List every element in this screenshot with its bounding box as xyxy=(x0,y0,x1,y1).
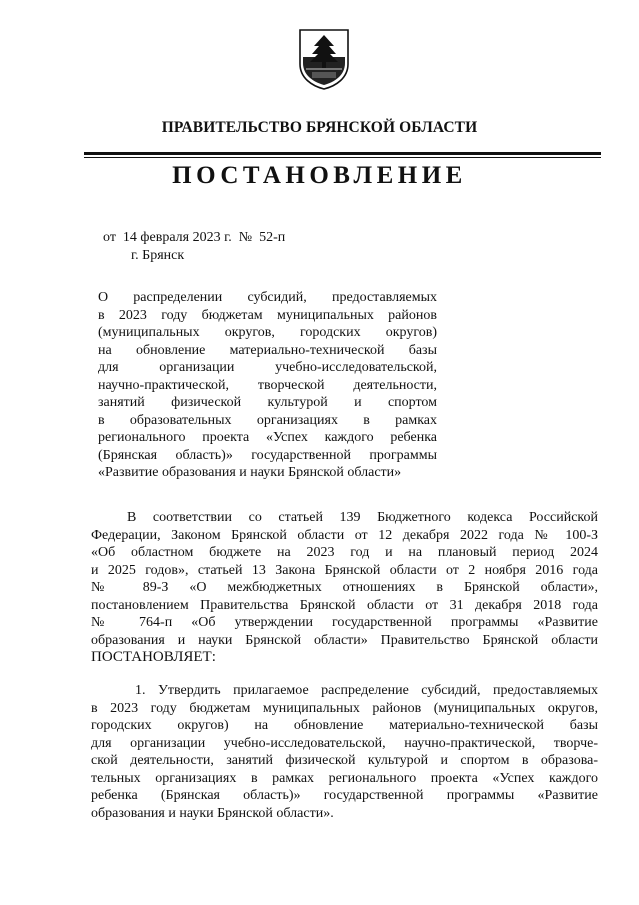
header-rule-thin xyxy=(84,157,601,158)
city-line: г. Брянск xyxy=(131,248,185,263)
resolves-heading: ПОСТАНОВЛЯЕТ: xyxy=(91,649,216,665)
preamble-line: Федерации, Законом Брянской области от 12 декабря 2022 года № 100-З xyxy=(91,527,598,543)
subject-line: в 2023 году бюджетам муниципальных районов xyxy=(98,307,437,323)
item-line: 1. Утвердить прилагаемое распределение субсидий, предоставляемых xyxy=(135,683,598,698)
header-rule-thick xyxy=(84,152,601,155)
item-line: ской деятельности, занятий физической культурой и спортом в образова- xyxy=(91,753,598,768)
item-line: ребенка (Брянская область)» государственной программы «Развитие xyxy=(91,788,598,803)
subject-line: в образовательных организациях в рамках xyxy=(98,412,437,428)
item-line: образования и науки Брянской области». xyxy=(91,805,334,821)
subject-line: занятий физической культурой и спортом xyxy=(98,395,437,410)
item-line: в 2023 году бюджетам муниципальных районов (муниципальных округов, xyxy=(91,700,598,716)
preamble-line: постановлением Правительства Брянской области от 31 декабря 2018 года xyxy=(91,597,598,613)
preamble-line: № 89-З «О межбюджетных отношениях в Брянской области», xyxy=(91,580,598,595)
subject-line: для организации учебно-исследовательской, xyxy=(98,360,437,375)
item-1-paragraph xyxy=(91,682,598,822)
subject-line: регионального проекта «Успех каждого ребенка xyxy=(98,430,437,445)
subject-line: «Развитие образования и науки Брянской области» xyxy=(98,465,402,480)
subject-line: на обновление материально-технической базы xyxy=(98,342,437,358)
item-line: для организации учебно-исследовательской, научно-практической, творче- xyxy=(91,735,598,751)
preamble-line: образования и науки Брянской области» Правительство Брянской области xyxy=(91,632,598,648)
document-type-title: ПОСТАНОВЛЕНИЕ xyxy=(172,162,467,189)
item-line: тельных организациях в рамках регионального проекта «Успех каждого xyxy=(91,770,598,786)
subject-line: (муниципальных округов, городских округов) xyxy=(98,325,437,340)
preamble-line: № 764-п «Об утверждении государственной программы «Развитие xyxy=(91,615,598,630)
subject-line: О распределении субсидий, предоставляемых xyxy=(98,290,437,305)
preamble-line: и 2025 годов», статьей 13 Закона Брянской области от 2 ноября 2016 года xyxy=(91,562,598,578)
document-subject xyxy=(98,289,437,482)
item-line: городских округов) на обновление материально-технической базы xyxy=(91,718,598,733)
government-title: ПРАВИТЕЛЬСТВО БРЯНСКОЙ ОБЛАСТИ xyxy=(161,119,478,136)
preamble-line: «Об областном бюджете на 2023 год и на плановый период 2024 xyxy=(91,545,598,560)
preamble-line: В соответствии со статьей 139 Бюджетного кодекса Российской xyxy=(127,510,598,525)
subject-line: (Брянская область)» государственной программы xyxy=(98,447,437,463)
subject-line: научно-практической, творческой деятельности, xyxy=(98,377,437,393)
date-number-line: от 14 февраля 2023 г. № 52-п xyxy=(103,230,286,245)
preamble-paragraph xyxy=(91,509,598,667)
bryansk-coat-of-arms-icon xyxy=(298,28,350,90)
